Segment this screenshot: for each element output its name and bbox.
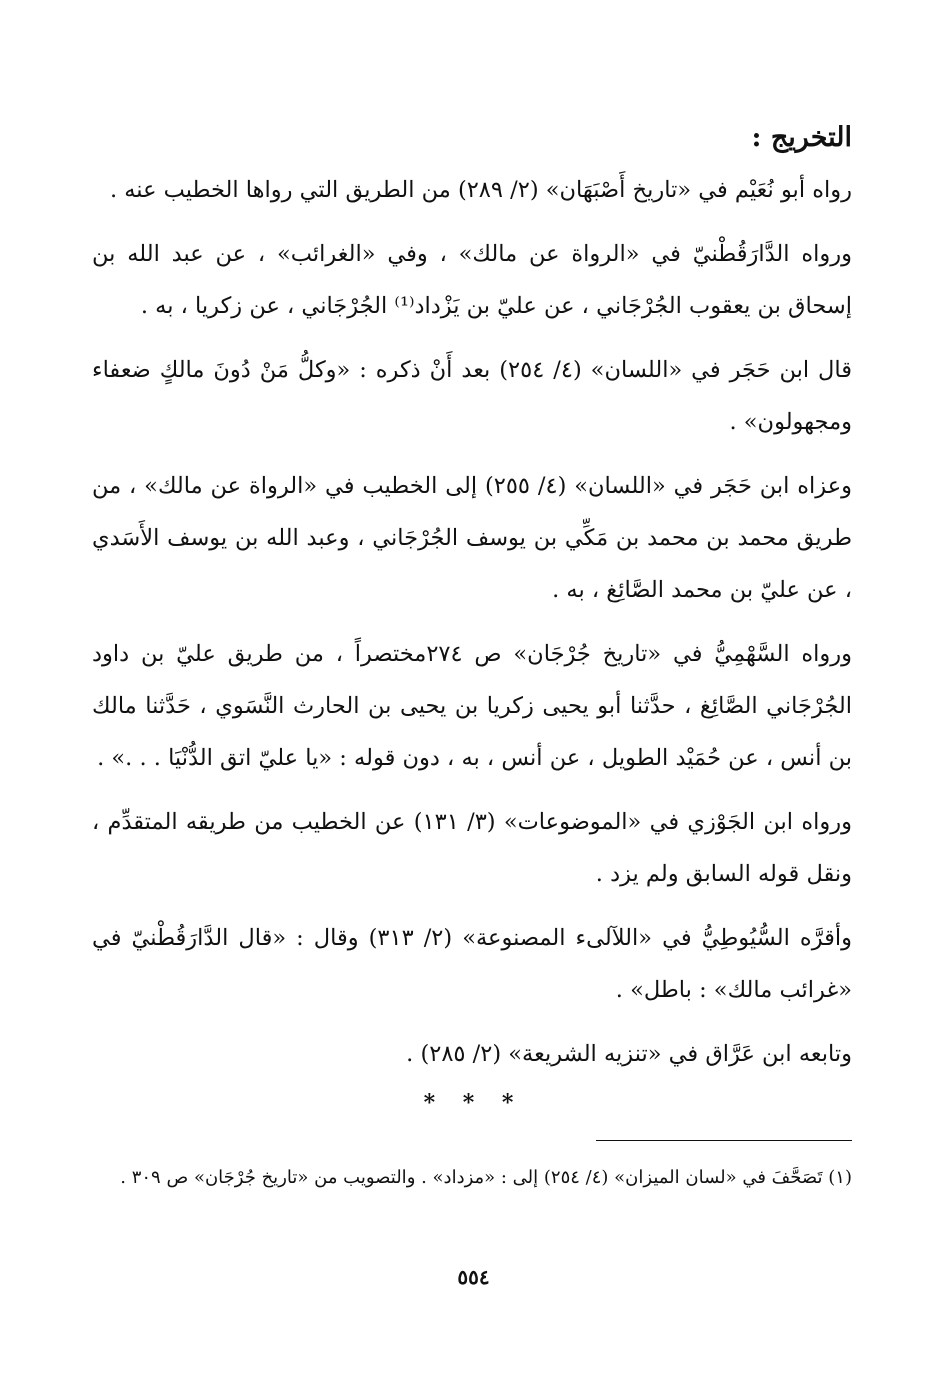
paragraph-5: ورواه السَّهْمِيُّ في «تاريخ جُرْجَان» ص ٢٧٤مختصراً ، من طريق عليّ بن داود الجُرْجَاني الصَّائِغ ، حدَّثنا أبو يحيى زكريا بن يحيى بن الحارث النَّسَوي ، حَدَّثنا مالك بن أنس ، عن حُمَيْد الطويل ، عن أنس ، به ، دون قوله : «يا عليّ اتق الدُّنْيَا . . .» .	[92, 641, 853, 771]
page-number: ٥٥٤	[457, 1265, 490, 1289]
footnote: (١) تَصَحَّفَ في «لسان الميزان» (٤/ ٢٥٤) إلى : «مزداد» . والتصويب من «تاريخ جُرْجَان» ص ٣٠٩ .	[120, 1167, 852, 1188]
paragraph-4: وعزاه ابن حَجَر في «اللسان» (٤/ ٢٥٥) إلى الخطيب في «الرواة عن مالك» ، من طريق محمد بن محمد بن مَكِّي بن يوسف الجُرْجَاني ، وعبد الله بن يوسف الأَسَدي ، عن عليّ بن محمد الصَّائِغ ، به .	[92, 473, 852, 603]
footnote-divider	[596, 1140, 852, 1141]
paragraph-1: رواه أبو نُعَيْم في «تاريخ أَصْبَهَان» (٢/ ٢٨٩) من الطريق التي رواها الخطيب عنه .	[109, 177, 852, 203]
paragraph-2: ورواه الدَّارَقُطْنيّ في «الرواة عن مالك» ، وفي «الغرائب» ، عن عبد الله بن إسحاق بن يعقوب الجُرْجَاني ، عن عليّ بن يَزْداد⁽¹⁾ الجُرْجَاني ، عن زكريا ، به .	[92, 241, 852, 319]
main-text	[92, 118, 852, 1092]
paragraph-3: قال ابن حَجَر في «اللسان» (٤/ ٢٥٤) بعد أَنْ ذكره : «وكلُّ مَنْ دُونَ مالكٍ ضعفاء ومجهولون» .	[92, 357, 852, 435]
section-heading: التخريج :	[751, 122, 852, 153]
paragraph-7: وأقرَّه السُّيُوطِيُّ في «اللآلىء المصنوعة» (٢/ ٣١٣) وقال : «قال الدَّارَقُطْنيّ في «غرائب مالك» : باطل» .	[92, 925, 852, 1003]
paragraph-8: وتابعه ابن عَرَّاق في «تنزيه الشريعة» (٢/ ٢٨٥) .	[406, 1041, 852, 1067]
section-separator: * * *	[423, 1090, 524, 1116]
paragraph-6: ورواه ابن الجَوْزي في «الموضوعات» (٣/ ١٣١) عن الخطيب من طريقه المتقدِّم ، ونقل قوله السابق ولم يزد .	[92, 809, 852, 887]
